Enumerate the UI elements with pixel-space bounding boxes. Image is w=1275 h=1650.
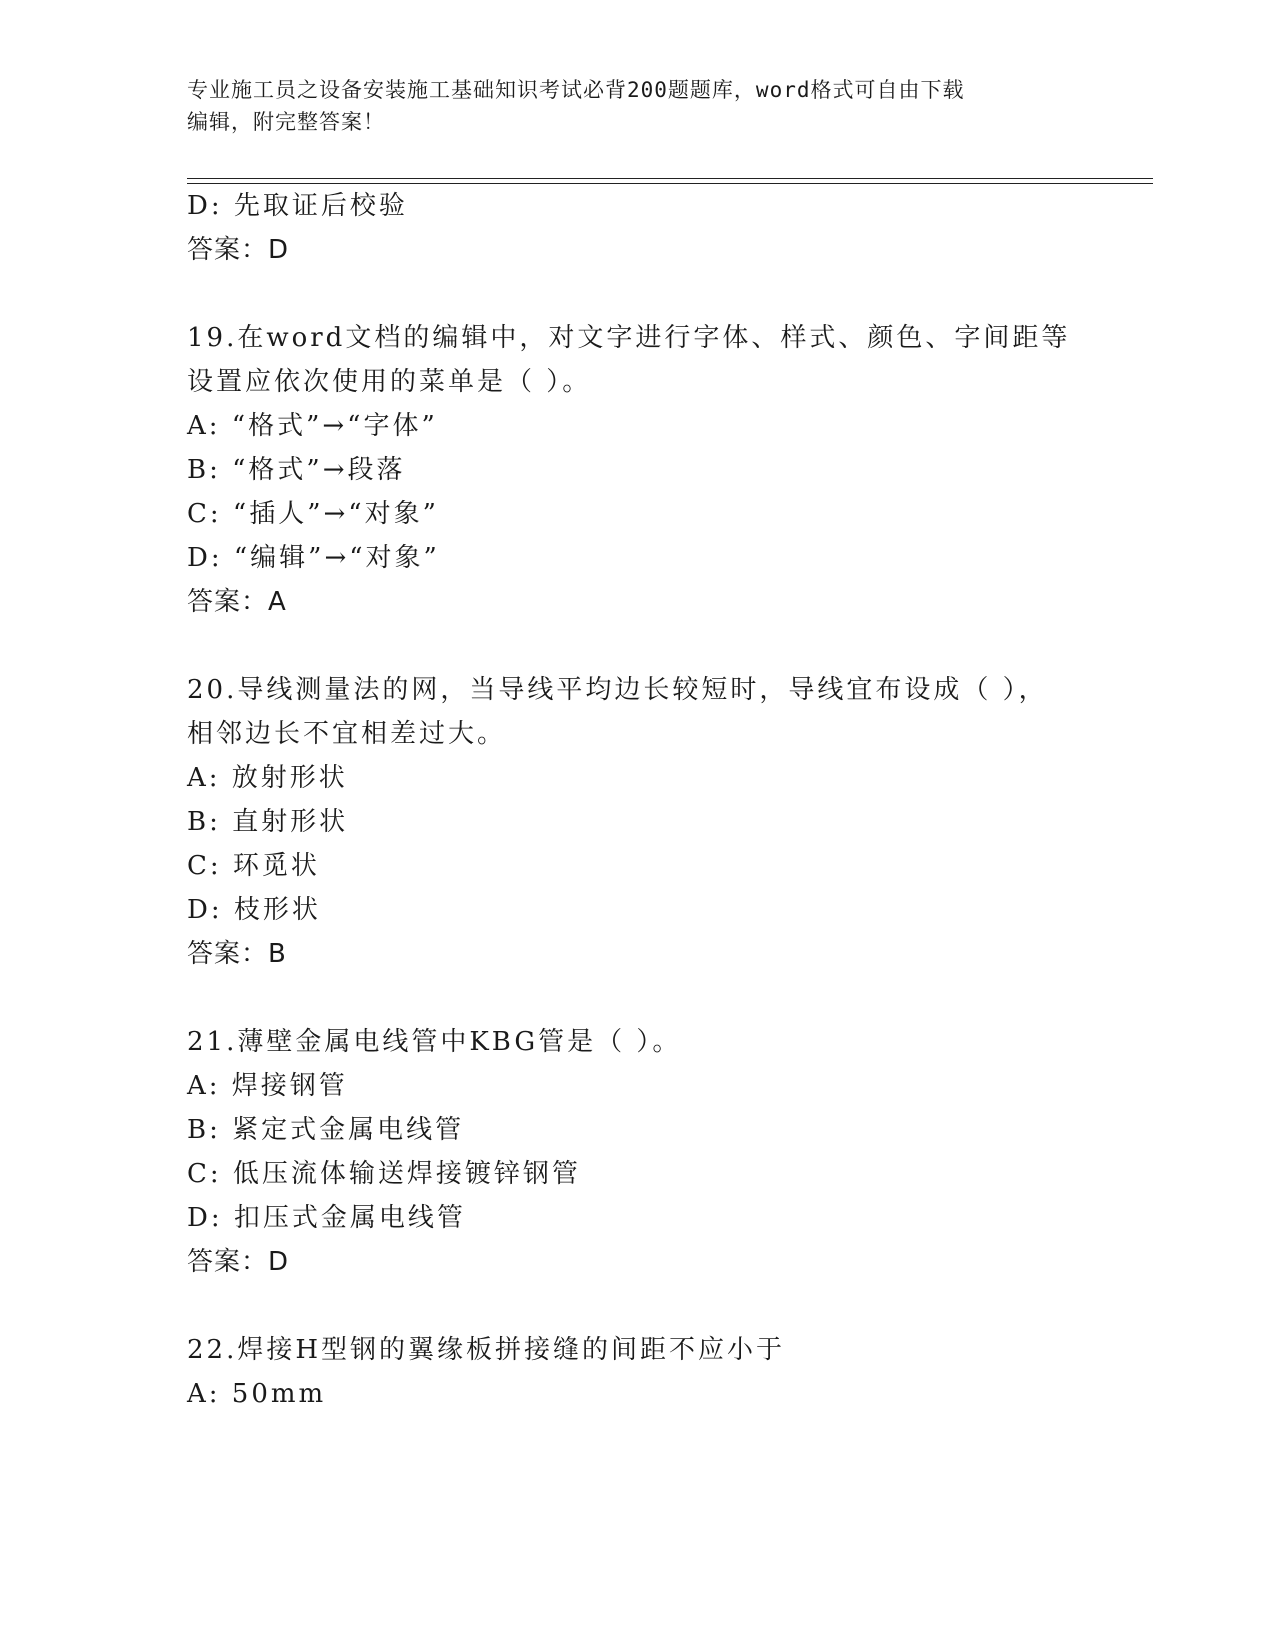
q20-stem-line-2: 相邻边长不宜相差过大。	[187, 719, 507, 749]
header-title-line-1: 专业施工员之设备安装施工基础知识考试必背200题题库，word格式可自由下载	[187, 78, 965, 102]
q21-stem-line-1: 21.薄壁金属电线管中KBG管是（ ）。	[187, 1027, 682, 1057]
q21-option-b: B: 紧定式金属电线管	[187, 1115, 465, 1145]
q20-answer: 答案：B	[187, 939, 287, 969]
header-divider-top	[187, 178, 1153, 179]
q20-option-c: C: 环觅状	[187, 851, 320, 881]
q20-stem-line-1: 20.导线测量法的网，当导线平均边长较短时，导线宜布设成（ ），	[187, 675, 1048, 705]
q19-option-a: A: “格式”→“字体”	[187, 411, 438, 441]
q19-option-c: C: “插人”→“对象”	[187, 499, 439, 529]
q19-stem-line-2: 设置应依次使用的菜单是（ ）。	[187, 367, 592, 397]
q19-stem-line-1: 19.在word文档的编辑中，对文字进行字体、样式、颜色、字间距等	[187, 323, 1071, 353]
q21-answer: 答案：D	[187, 1247, 290, 1277]
prev-option-d: D: 先取证后校验	[187, 191, 408, 221]
q21-option-a: A: 焊接钢管	[187, 1071, 348, 1101]
q19-answer: 答案：A	[187, 587, 287, 617]
q21-option-d: D: 扣压式金属电线管	[187, 1203, 466, 1233]
prev-answer: 答案：D	[187, 235, 290, 265]
header-divider-bottom	[187, 183, 1153, 184]
header-title-line-2: 编辑，附完整答案！	[187, 110, 385, 134]
q20-option-d: D: 枝形状	[187, 895, 321, 925]
q19-option-b: B: “格式”→段落	[187, 455, 406, 485]
document-header	[187, 74, 1067, 138]
q19-option-d: D: “编辑”→“对象”	[187, 543, 440, 573]
q22-option-a: A: 50mm	[187, 1379, 327, 1409]
q20-option-b: B: 直射形状	[187, 807, 349, 837]
q20-option-a: A: 放射形状	[187, 763, 348, 793]
q21-option-c: C: 低压流体输送焊接镀锌钢管	[187, 1159, 581, 1189]
q22-stem-line-1: 22.焊接H型钢的翼缘板拼接缝的间距不应小于	[187, 1335, 786, 1365]
